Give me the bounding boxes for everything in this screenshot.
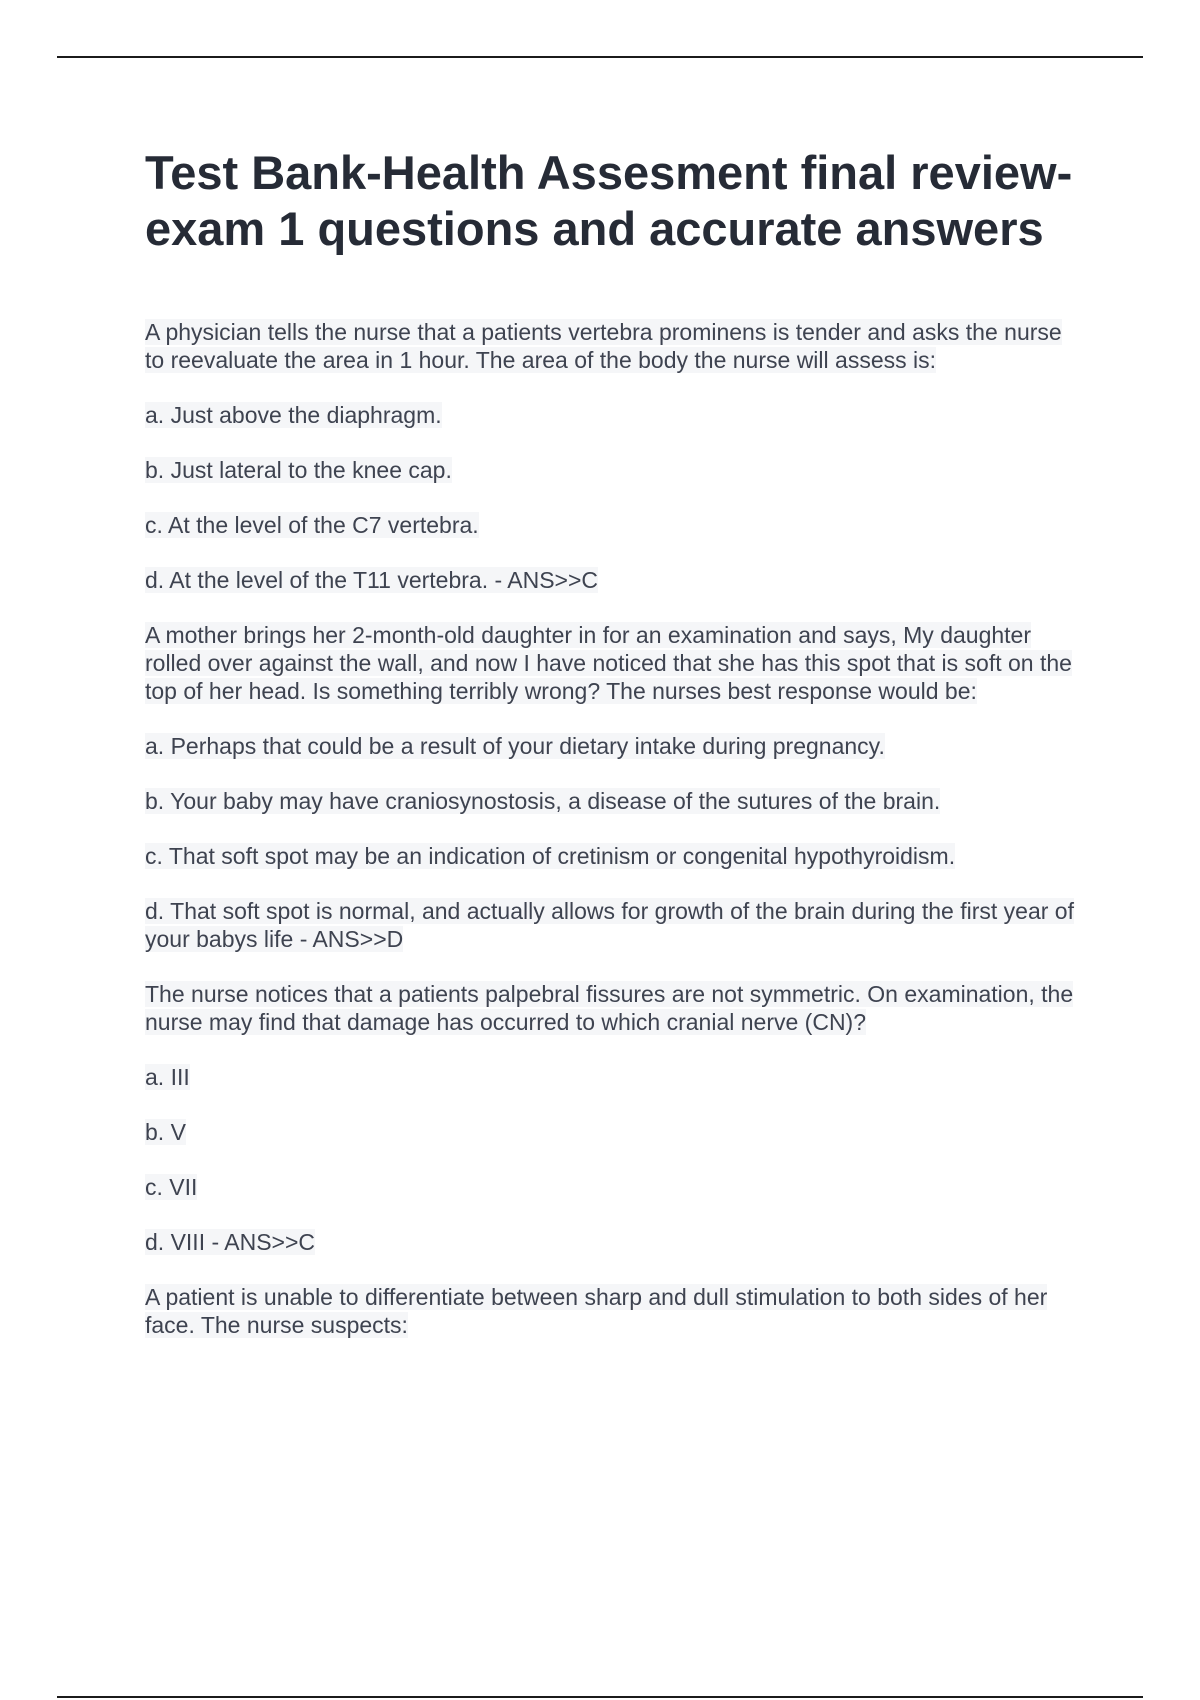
question-3-option-c: c. VII <box>145 1174 198 1200</box>
question-2-option-a: a. Perhaps that could be a result of your dietary intake during pregnancy. <box>145 733 885 759</box>
question-3-option-d: d. VIII - ANS>>C <box>145 1229 316 1255</box>
question-3-option-a: a. III <box>145 1064 190 1090</box>
question-2-option-d: d. That soft spot is normal, and actually allows for growth of the brain during the first year of your babys life - ANS>>D <box>145 898 1074 952</box>
question-2-option-c: c. That soft spot may be an indication of cretinism or congenital hypothyroidism. <box>145 843 956 869</box>
question-2-option-b: b. Your baby may have craniosynostosis, a disease of the sutures of the brain. <box>145 788 941 814</box>
document-title: Test Bank-Health Assesment final review- exam 1 questions and accurate answers <box>145 146 1073 255</box>
top-rule <box>57 56 1143 58</box>
question-4-stem: A patient is unable to differentiate between sharp and dull stimulation to both sides of her face. The nurse suspects: <box>145 1284 1048 1338</box>
question-1-option-c: c. At the level of the C7 vertebra. <box>145 512 479 538</box>
question-3-stem: The nurse notices that a patients palpebral fissures are not symmetric. On examination, the nurse may find that damage has occurred to which cranial nerve (CN)? <box>145 981 1074 1035</box>
question-1-option-d: d. At the level of the T11 vertebra. - ANS>>C <box>145 567 599 593</box>
question-1-stem: A physician tells the nurse that a patients vertebra prominens is tender and asks the nurse to reevaluate the area in 1 hour. The area of the body the nurse will assess is: <box>145 319 1062 373</box>
question-3-option-b: b. V <box>145 1119 186 1145</box>
question-1-option-a: a. Just above the diaphragm. <box>145 402 442 428</box>
bottom-rule <box>57 1696 1143 1698</box>
question-2-stem: A mother brings her 2-month-old daughter in for an examination and says, My daughter rolled over against the wall, and now I have noticed that she has this spot that is soft on the top of her head. Is something terribly wrong? The nurses best response would be: <box>145 622 1072 704</box>
question-list <box>145 318 1085 1339</box>
question-1-option-b: b. Just lateral to the knee cap. <box>145 457 452 483</box>
document-body <box>145 145 1085 1366</box>
